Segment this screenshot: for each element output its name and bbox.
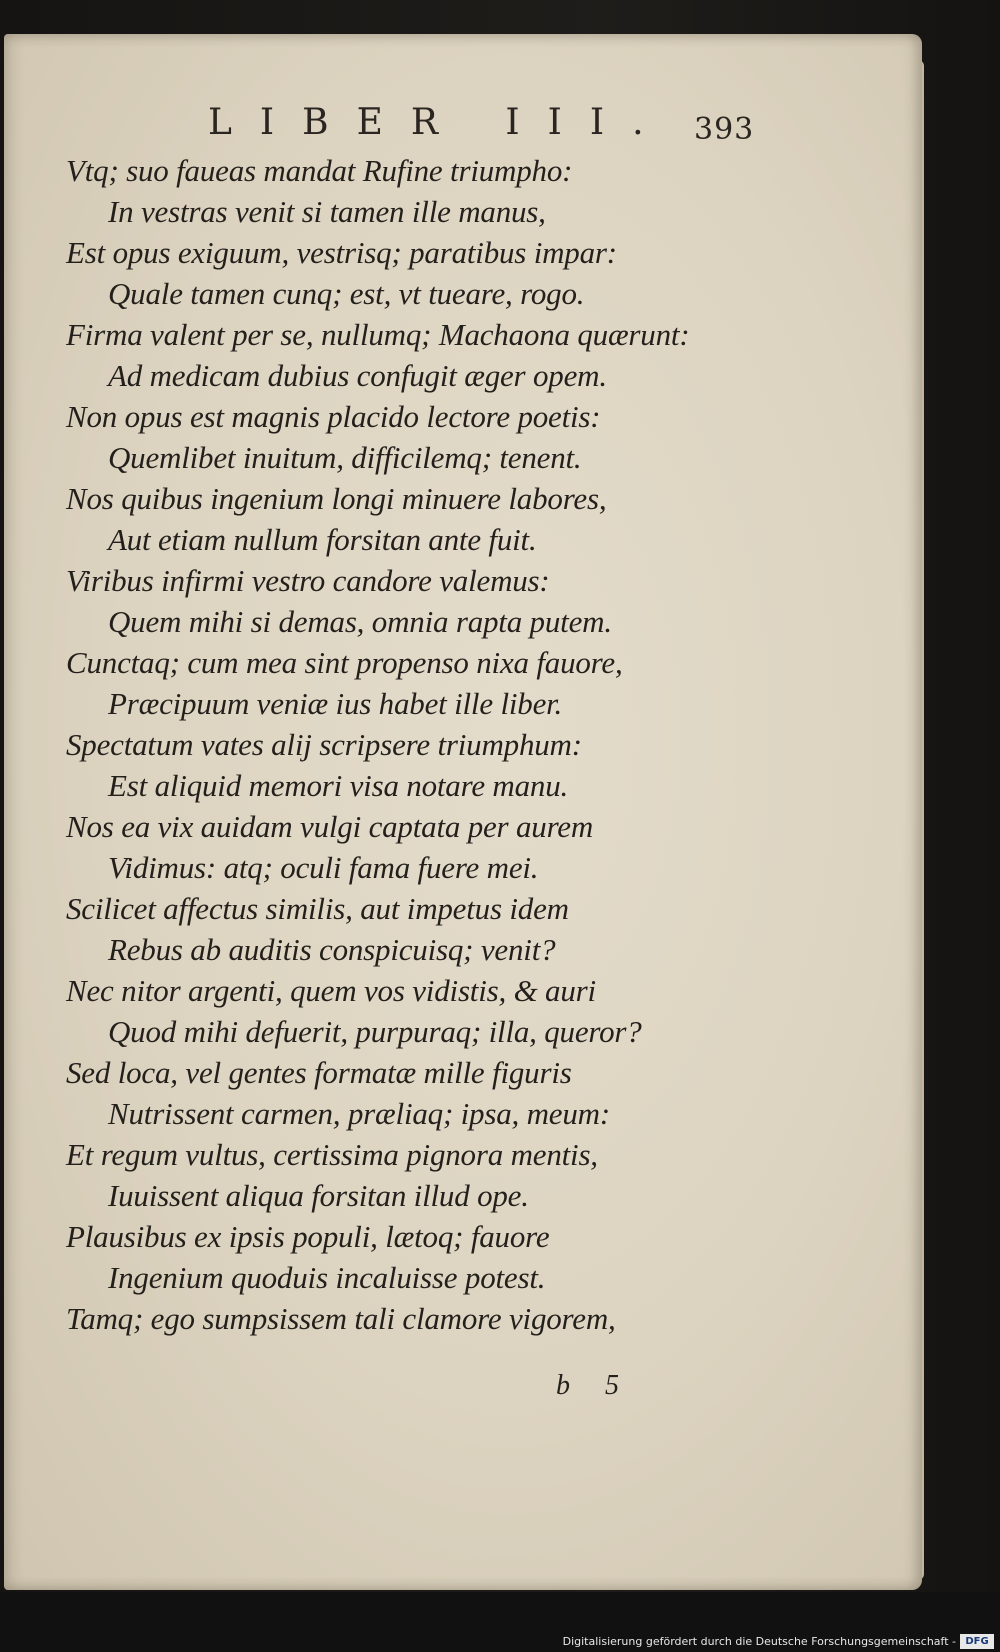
verse-line: In vestras venit si tamen ille manus, — [108, 194, 546, 229]
verse-line: Rebus ab auditis conspicuisq; venit? — [108, 932, 556, 967]
verse-line: Et regum vultus, certissima pignora mentis, — [66, 1137, 598, 1172]
verse-line: Plausibus ex ipsis populi, lætoq; fauore — [66, 1219, 550, 1254]
verse-line: Ad medicam dubius confugit æger opem. — [108, 358, 607, 393]
verse-line: Vidimus: atq; oculi fama fuere mei. — [108, 850, 539, 885]
verse-line: Tamq; ego sumpsissem tali clamore vigorem, — [66, 1301, 616, 1336]
verse-line: Nec nitor argenti, quem vos vidistis, & auri — [66, 973, 596, 1008]
verse-line: Quod mihi defuerit, purpuraq; illa, queror? — [108, 1014, 642, 1049]
dfg-logo: DFG — [960, 1634, 994, 1649]
verse-line: Est aliquid memori visa notare manu. — [108, 768, 569, 803]
verse-line: Viribus infirmi vestro candore valemus: — [66, 563, 550, 598]
verse-line: Firma valent per se, nullumq; Machaona quærunt: — [66, 317, 690, 352]
verse-line: Præcipuum veniæ ius habet ille liber. — [108, 686, 563, 721]
verse-line: Nos quibus ingenium longi minuere labores, — [66, 481, 607, 516]
verse-line: Nutrissent carmen, præliaq; ipsa, meum: — [108, 1096, 610, 1131]
running-head: LIBER III. — [208, 102, 672, 143]
digitization-credit: Digitalisierung gefördert durch die Deutsche Forschungsgemeinschaft - — [562, 1635, 956, 1648]
verse-line: Est opus exiguum, vestrisq; paratibus impar: — [66, 235, 617, 270]
verse-line: Quale tamen cunq; est, vt tueare, rogo. — [108, 276, 585, 311]
verse-line: Scilicet affectus similis, aut impetus idem — [66, 891, 569, 926]
verse-line: Non opus est magnis placido lectore poetis: — [66, 399, 601, 434]
page-number: 393 — [694, 112, 755, 147]
signature-mark: b 5 — [556, 1370, 619, 1401]
verse-block — [66, 150, 906, 1339]
verse-line: Sed loca, vel gentes formatæ mille figuris — [66, 1055, 572, 1090]
verse-line: Aut etiam nullum forsitan ante fuit. — [108, 522, 537, 557]
verse-line: Iuuissent aliqua forsitan illud ope. — [108, 1178, 529, 1213]
verse-line: Ingenium quoduis incaluisse potest. — [108, 1260, 546, 1295]
verse-line: Nos ea vix auidam vulgi captata per aurem — [66, 809, 594, 844]
verse-line: Spectatum vates alij scripsere triumphum: — [66, 727, 582, 762]
verse-line: Cunctaq; cum mea sint propenso nixa fauore, — [66, 645, 623, 680]
verse-line: Quem mihi si demas, omnia rapta putem. — [108, 604, 612, 639]
verse-line: Vtq; suo faueas mandat Rufine triumpho: — [66, 153, 573, 188]
verse-line: Quemlibet inuitum, difficilemq; tenent. — [108, 440, 582, 475]
